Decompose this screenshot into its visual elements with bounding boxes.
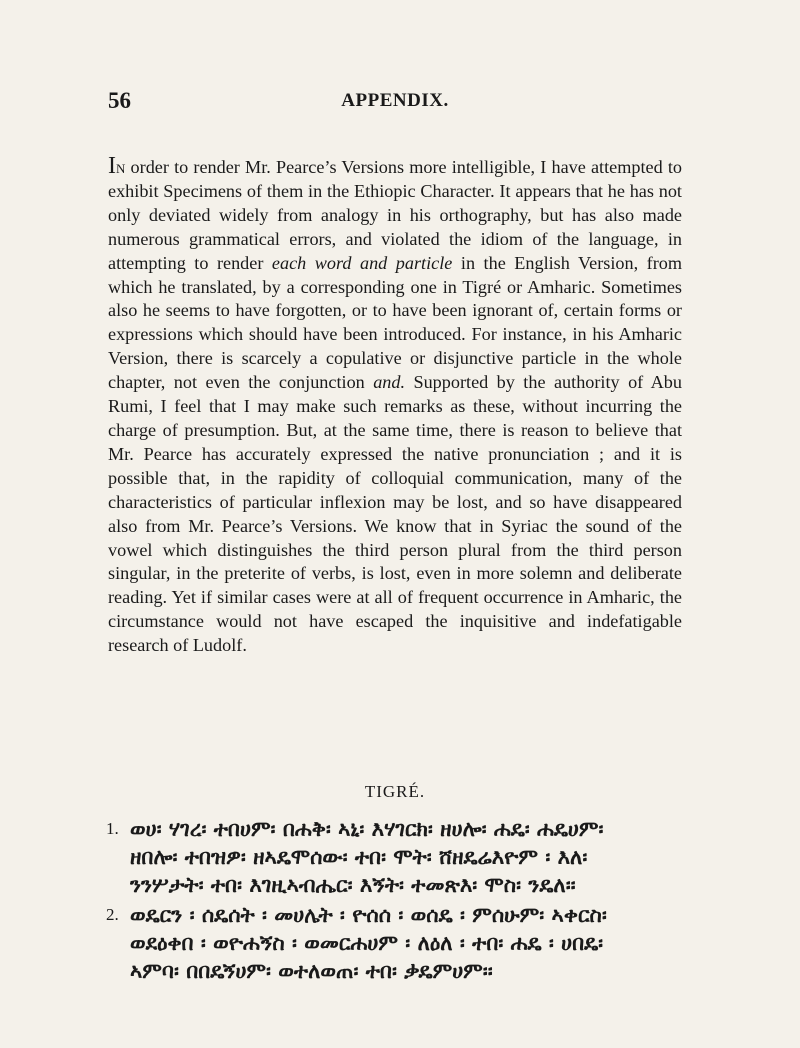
ethiopic-line: ዘበሎ፡ ተበዝዎ፡ ዘኣዴሞሰው፡ ተበ፡ ሞት፡ ሸዘዴሬእዮም ፡ እለ፡ [130, 845, 588, 869]
ethiopic-verse-1 [108, 815, 698, 899]
text-segment-3: Supported by the authority of Abu Rumi, I feel that I may make such remarks as these, without incurring the charge of presumption. But, at the same time, there is reason to believe that Mr. Pearce has accurately expressed the native pronunciation ; and it is possible that, in the rapidity of colloquial communication, many of the characteristics of particular inflexion may be lost, and so have disappeared also from Mr. Pearce’s Versions. We know that in Syriac the sound of the vowel which distinguishes the third person plural from the third person singular, in the preterite of verbs, is lost, even in more solemn and deliberate reading. Yet if similar cases were at all of frequent occurrence in Amharic, the circumstance would not have escaped the inquisitive and indefatigable research of Ludolf. [108, 372, 682, 656]
drop-cap-rest: n [116, 157, 126, 177]
body-paragraph [108, 154, 682, 658]
verse-number: 2. [106, 905, 119, 924]
ethiopic-verse-2 [108, 901, 698, 985]
text-segment-2: in the English Version, from which he translated, by a corresponding one in Tigré or Amharic. Sometimes also he seems to have forgotten, or to have been ignorant of, certain forms or expressions which should have been introduced. For instance, in his Amharic Version, there is scarcely a copulative or disjunctive particle in the whole chapter, not even the conjunction [108, 252, 683, 393]
running-head: APPENDIX. [341, 90, 449, 111]
ethiopic-line: ንንሦታት፡ ተበ፡ እገዚኣብሔር፡ እኝት፡ ተመጽእ፡ ሞስ፡ ንዴለ፡፡ [130, 873, 576, 897]
page-number: 56 [108, 88, 131, 113]
ethiopic-line: ወዴርን ፡ ሰዴሰት ፡ መሀሌት ፡ ዮሰሰ ፡ ወሰዴ ፡ ምሰሁም፡ ኣቀርስ፡ [130, 903, 607, 927]
section-heading-tigre: TIGRÉ. [364, 782, 426, 801]
paragraph [108, 154, 682, 658]
text-segment-1: order to render Mr. Pearce’s Versions more intelligible, I have attempted to exhibit Specimens of them in the Ethiopic Character. It appears that he has not only deviated widely from analogy in his orthography, but has also made numerous grammatical errors, and violated the idiom of the language, in attempting to render [108, 157, 682, 273]
ethiopic-line: ወሀ፡ ሃገረ፡ ተበሀም፡ በሐቅ፡ ኣኒ፡ እሃገርክ፡ ዘሀሎ፡ ሐዴ፡ ሐዴሀም፡ [130, 817, 604, 841]
ethiopic-line: ኣምባ፡ በበዴኝሀም፡ ወተለወጠ፡ ተበ፡ ቃዴምሀም፡፡ [130, 959, 493, 983]
verse-number: 1. [106, 819, 119, 838]
emphasis-each-word: each word and particle [271, 252, 453, 273]
emphasis-and: and. [373, 372, 406, 393]
ethiopic-specimen [108, 815, 698, 987]
drop-cap: I [108, 153, 116, 179]
ethiopic-line: ወደዕቀበ ፡ ወዮሐኝስ ፡ ወመርሐሀም ፡ ለዕለ ፡ ተበ፡ ሐዴ ፡ ሀበዴ፡ [130, 931, 604, 955]
page-header [108, 88, 682, 118]
